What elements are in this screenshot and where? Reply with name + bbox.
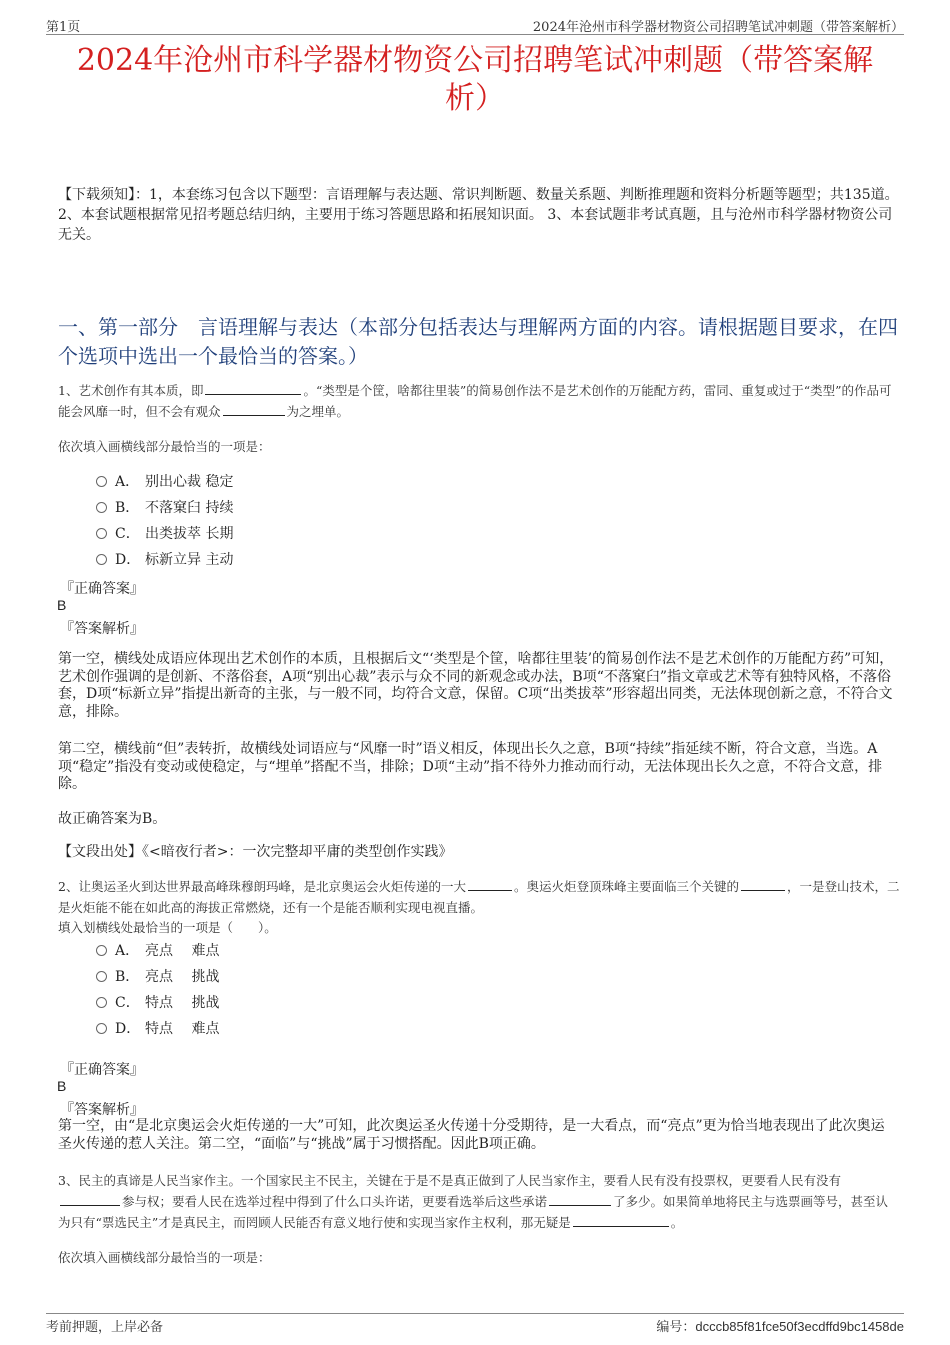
radio-icon[interactable] <box>96 945 107 956</box>
title-line-2: 析） <box>445 81 505 116</box>
q1-blank-2 <box>223 401 285 416</box>
q1-text-3: 为之埋单。 <box>286 404 350 419</box>
q1-option-c[interactable]: C． 出类拔萃 长期 <box>96 523 233 545</box>
q1-analysis-paragraph-2: 第二空，横线前“但”表转折，故横线处词语应与“风靡一时”语义相反，体现出长久之意，B项“持续”指延续不断，符合文意，当选。A项“稳定”指没有变动或使稳定，与“埋单”搭配不当，排除；D项“主动”指不待外力推动而行动，无法体现出长久之意，不符合文意，排除。 <box>58 741 883 792</box>
page-number: 第1页 <box>46 20 81 35</box>
q3-blank-2 <box>549 1191 611 1206</box>
q2-answer-label: 『正确答案』 <box>60 1062 144 1078</box>
radio-icon[interactable] <box>96 997 107 1008</box>
q1-option-a[interactable]: A． 别出心裁 稳定 <box>96 471 233 493</box>
q2-option-c[interactable]: C． 特点 挑战 <box>96 992 219 1014</box>
section-heading: 一、第一部分 言语理解与表达（本部分包括表达与理解两方面的内容。请根据题目要求，在四个选项中选出一个最恰当的答案。） <box>58 315 898 368</box>
q2-option-b[interactable]: B． 亮点 挑战 <box>96 966 219 988</box>
download-notice: 【下载须知】：1，本套练习包含以下题型：言语理解与表达题、常识判断题、数量关系题、判断推理题和资料分析题等题型；共135道。 2、本套试题根据常见招考题总结归纳，主要用于练习答题思路和拓展知识面。 3、本套试题非考试真题，且与沧州市科学器材物资公司无关。 <box>58 187 899 243</box>
q2-analysis: 第一空，由“是北京奥运会火炬传递的一大”可知，此次奥运圣火传递十分受期待，是一大看点，而“亮点”更为恰当地表现出了此次奥运圣火传递的惹人关注。第二空，“面临”与“挑战”属于习惯搭配。因此B项正确。 <box>58 1118 885 1152</box>
q2-answer: B <box>57 1078 67 1094</box>
question-2-stem: 2、让奥运圣火到达世界最高峰珠穆朗玛峰，是北京奥运会火炬传递的一大 。奥运火炬登顶珠峰主要面临三个关键的 ，一是登山技术，二是火炬能不能在如此高的海拔正常燃烧，还有一个是能否顺利实现电视直播。 <box>58 876 900 918</box>
footer-slogan: 考前押题，上岸必备 <box>46 1320 164 1335</box>
q3-blank-3 <box>573 1212 669 1227</box>
q1-analysis-paragraph-1: 第一空，横线处成语应体现出艺术创作的本质，且根据后文“‘类型是个筐，啥都往里装’的简易创作法不是艺术创作的万能配方药”可知，艺术创作强调的是创新、不落俗套，A项“别出心裁”表示与众不同的新观念或办法，B项“不落窠臼”指文章或艺术等有独特风格，不落俗套，D项“标新立异”指提出新奇的主张，与一般不同，均符合文意，保留。C项“出类拔萃”形容超出同类，无法体现创新之意，不符合文意，排除。 <box>58 651 894 720</box>
radio-icon[interactable] <box>96 1023 107 1034</box>
q1-option-d[interactable]: D． 标新立异 主动 <box>96 549 233 571</box>
q1-source: 【文段出处】《<暗夜行者>：一次完整却平庸的类型创作实践》 <box>58 844 453 860</box>
q1-text-2: 。“类型是个筐，啥都往里装”的简易创作法不是艺术创作的万能配方药，雷同、重复或过于“类型”的作品可能会风靡一时，但不会有观众 <box>58 383 892 419</box>
page-header <box>46 14 904 35</box>
q1-blank-1 <box>205 380 301 395</box>
radio-icon[interactable] <box>96 476 107 487</box>
q2-blank-1 <box>468 876 512 891</box>
q3-blank-1 <box>60 1191 120 1206</box>
q2-blank-2 <box>741 876 785 891</box>
q3-prompt: 依次填入画横线部分最恰当的一项是： <box>58 1250 271 1265</box>
q1-analysis-label: 『答案解析』 <box>60 621 144 637</box>
title-line-1: 2024年沧州市科学器材物资公司招聘笔试冲刺题（带答案解 <box>76 43 874 78</box>
header-doc-name: 2024年沧州市科学器材物资公司招聘笔试冲刺题（带答案解析） <box>532 20 904 35</box>
q1-prompt: 依次填入画横线部分最恰当的一项是： <box>58 439 271 454</box>
q1-answer: B <box>57 597 67 613</box>
q2-analysis-label: 『答案解析』 <box>60 1102 144 1118</box>
footer-code: 编号：dcccb85f81fce50f3ecdffd9bc1458de <box>656 1319 904 1335</box>
radio-icon[interactable] <box>96 971 107 982</box>
document-code: dcccb85f81fce50f3ecdffd9bc1458de <box>695 1319 904 1334</box>
q1-text-1: 1、艺术创作有其本质，即 <box>58 383 204 398</box>
q1-option-b[interactable]: B． 不落窠臼 持续 <box>96 497 233 519</box>
document-title <box>40 42 910 118</box>
q2-prompt: 填入划横线处最恰当的一项是（ ）。 <box>58 920 277 935</box>
radio-icon[interactable] <box>96 502 107 513</box>
question-3-stem: 3、民主的真谛是人民当家作主。一个国家民主不民主，关键在于是不是真正做到了人民当家作主，要看人民有没有投票权，更要看人民有没有参与权；要看人民在选举过程中得到了什么口头许诺，更要看选举后这些承诺 了多少。如果简单地将民主与选票画等号，甚至认为只有“票选民主”才是真民主，而罔顾人民能否有意义地行使和实现当家作主权利，那无疑是 。 <box>58 1173 889 1230</box>
radio-icon[interactable] <box>96 554 107 565</box>
q2-option-d[interactable]: D． 特点 难点 <box>96 1018 219 1040</box>
question-1-stem <box>58 380 900 422</box>
q1-conclusion: 故正确答案为B。 <box>58 811 167 827</box>
q1-answer-label: 『正确答案』 <box>60 581 144 597</box>
q2-option-a[interactable]: A． 亮点 难点 <box>96 940 219 962</box>
radio-icon[interactable] <box>96 528 107 539</box>
page-footer <box>46 1313 904 1334</box>
